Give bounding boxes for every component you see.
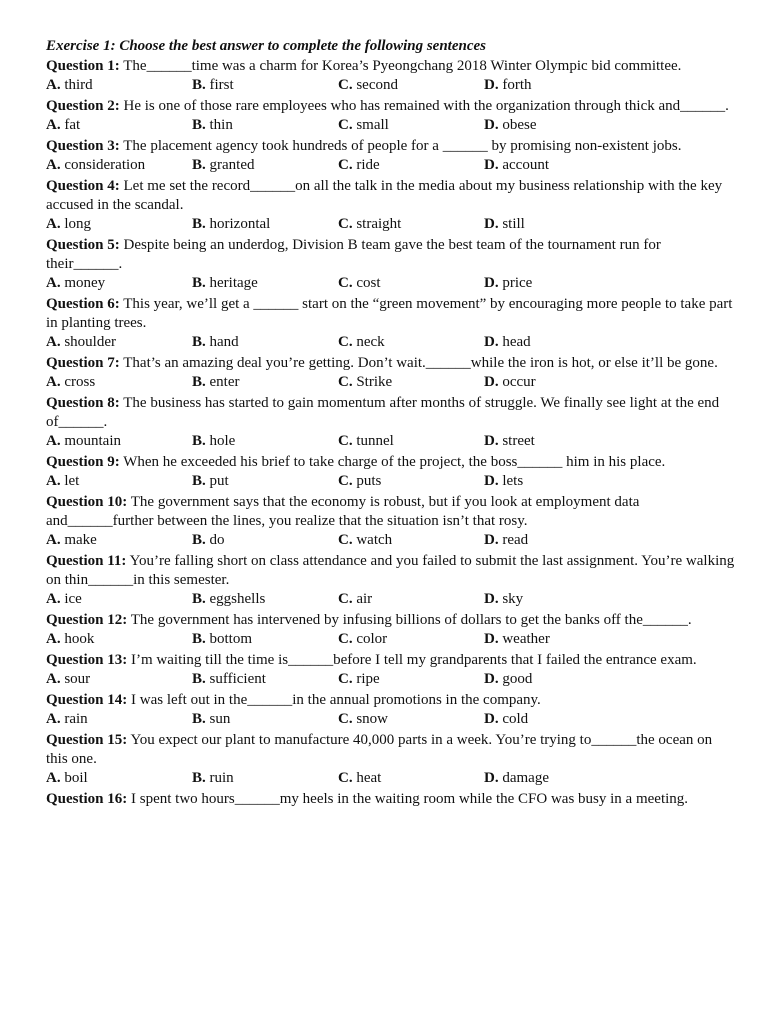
answer-option bbox=[484, 710, 630, 729]
option-text: third bbox=[64, 77, 93, 93]
option-letter: A. bbox=[46, 433, 61, 449]
question-13 bbox=[46, 651, 736, 689]
question-number: Question 2: bbox=[46, 98, 120, 114]
question-9 bbox=[46, 453, 736, 491]
option-letter: A. bbox=[46, 374, 61, 390]
option-text: watch bbox=[356, 532, 393, 548]
option-letter: C. bbox=[338, 77, 353, 93]
option-text: hook bbox=[64, 631, 95, 647]
answer-option bbox=[338, 333, 484, 352]
option-text: color bbox=[356, 631, 388, 647]
option-text: ripe bbox=[356, 671, 380, 687]
option-letter: A. bbox=[46, 473, 61, 489]
question-14 bbox=[46, 691, 736, 729]
option-text: price bbox=[502, 275, 533, 291]
answer-options bbox=[46, 274, 736, 293]
option-letter: D. bbox=[484, 157, 499, 173]
option-letter: B. bbox=[192, 157, 206, 173]
question-stem: The business has started to gain momentum after months of struggle. We finally see light at the end of______. bbox=[46, 395, 720, 430]
exercise-label: Exercise 1 bbox=[46, 38, 111, 54]
question-stem: Despite being an underdog, Division B team gave the best team of the tournament run for their______. bbox=[46, 237, 661, 272]
option-text: make bbox=[64, 532, 97, 548]
option-text: money bbox=[64, 275, 106, 291]
answer-options bbox=[46, 769, 736, 788]
option-text: consideration bbox=[64, 157, 146, 173]
option-letter: B. bbox=[192, 591, 206, 607]
question-number: Question 7: bbox=[46, 355, 120, 371]
question-12 bbox=[46, 611, 736, 649]
answer-option bbox=[46, 333, 192, 352]
option-letter: C. bbox=[338, 157, 353, 173]
answer-option bbox=[192, 630, 338, 649]
answer-option bbox=[192, 76, 338, 95]
answer-option bbox=[46, 769, 192, 788]
question-stem: Let me set the record______on all the talk in the media about my business relationship with the key accused in the scandal. bbox=[46, 178, 723, 213]
option-text: enter bbox=[209, 374, 240, 390]
answer-option bbox=[46, 215, 192, 234]
question-number: Question 8: bbox=[46, 395, 120, 411]
option-letter: C. bbox=[338, 591, 353, 607]
option-text: puts bbox=[356, 473, 382, 489]
answer-options bbox=[46, 630, 736, 649]
answer-options bbox=[46, 76, 736, 95]
answer-option bbox=[46, 710, 192, 729]
question-text bbox=[46, 691, 736, 710]
answer-options bbox=[46, 432, 736, 451]
answer-option bbox=[338, 76, 484, 95]
question-text bbox=[46, 236, 736, 274]
option-text: rain bbox=[64, 711, 88, 727]
question-5 bbox=[46, 236, 736, 293]
option-text: boil bbox=[64, 770, 88, 786]
option-letter: B. bbox=[192, 473, 206, 489]
question-11 bbox=[46, 552, 736, 609]
answer-options bbox=[46, 156, 736, 175]
answer-options bbox=[46, 373, 736, 392]
question-number: Question 5: bbox=[46, 237, 120, 253]
option-letter: A. bbox=[46, 631, 61, 647]
option-text: mountain bbox=[64, 433, 122, 449]
option-text: ride bbox=[356, 157, 380, 173]
answer-option bbox=[484, 116, 630, 135]
question-number: Question 1: bbox=[46, 58, 120, 74]
option-letter: D. bbox=[484, 711, 499, 727]
question-stem: The government has intervened by infusing billions of dollars to get the banks off the______. bbox=[127, 612, 692, 628]
answer-option bbox=[46, 670, 192, 689]
question-number: Question 10: bbox=[46, 494, 128, 510]
answer-options bbox=[46, 116, 736, 135]
option-text: street bbox=[502, 433, 535, 449]
option-text: damage bbox=[502, 770, 549, 786]
question-text bbox=[46, 493, 736, 531]
option-letter: C. bbox=[338, 770, 353, 786]
answer-option bbox=[46, 274, 192, 293]
answer-option bbox=[484, 630, 630, 649]
option-text: ice bbox=[64, 591, 82, 607]
answer-options bbox=[46, 590, 736, 609]
option-text: fat bbox=[64, 117, 81, 133]
option-letter: A. bbox=[46, 157, 61, 173]
option-letter: A. bbox=[46, 591, 61, 607]
question-text bbox=[46, 354, 736, 373]
answer-option bbox=[484, 373, 630, 392]
answer-option bbox=[484, 590, 630, 609]
option-letter: A. bbox=[46, 532, 61, 548]
option-letter: A. bbox=[46, 77, 61, 93]
question-stem: You’re falling short on class attendance and you failed to submit the last assignment. You’re walking on thin______in this semester. bbox=[46, 553, 735, 588]
question-text bbox=[46, 137, 736, 156]
question-stem: The government says that the economy is robust, but if you look at employment data and______further between the lines, you realize that the situation isn’t that rosy. bbox=[46, 494, 640, 529]
option-text: sun bbox=[209, 711, 231, 727]
question-number: Question 3: bbox=[46, 138, 120, 154]
answer-option bbox=[192, 215, 338, 234]
option-letter: C. bbox=[338, 433, 353, 449]
document-page bbox=[46, 37, 736, 809]
answer-option bbox=[338, 116, 484, 135]
option-letter: A. bbox=[46, 216, 61, 232]
answer-option bbox=[46, 156, 192, 175]
question-number: Question 9: bbox=[46, 454, 120, 470]
answer-option bbox=[46, 590, 192, 609]
question-2 bbox=[46, 97, 736, 135]
answer-option bbox=[192, 531, 338, 550]
option-text: long bbox=[64, 216, 92, 232]
question-4 bbox=[46, 177, 736, 234]
question-stem: This year, we’ll get a ______ start on the “green movement” by encouraging more people to take part in planting trees. bbox=[46, 296, 733, 331]
answer-option bbox=[484, 333, 630, 352]
question-6 bbox=[46, 295, 736, 352]
answer-option bbox=[192, 274, 338, 293]
answer-option bbox=[192, 670, 338, 689]
question-list bbox=[46, 57, 736, 809]
answer-option bbox=[484, 531, 630, 550]
option-text: obese bbox=[502, 117, 537, 133]
question-text bbox=[46, 552, 736, 590]
option-letter: C. bbox=[338, 117, 353, 133]
option-letter: C. bbox=[338, 334, 353, 350]
option-text: sky bbox=[502, 591, 524, 607]
option-text: put bbox=[209, 473, 229, 489]
answer-option bbox=[484, 472, 630, 491]
question-number: Question 6: bbox=[46, 296, 120, 312]
answer-options bbox=[46, 333, 736, 352]
question-stem: The placement agency took hundreds of people for a ______ by promising non-existent jobs. bbox=[119, 138, 682, 154]
option-text: head bbox=[502, 334, 531, 350]
option-letter: B. bbox=[192, 671, 206, 687]
option-text: straight bbox=[356, 216, 402, 232]
option-letter: D. bbox=[484, 473, 499, 489]
question-stem: He is one of those rare employees who has remained with the organization through thick and______. bbox=[119, 98, 729, 114]
answer-option bbox=[484, 670, 630, 689]
option-text: sufficient bbox=[209, 671, 266, 687]
answer-option bbox=[338, 710, 484, 729]
option-text: still bbox=[502, 216, 525, 232]
option-text: neck bbox=[356, 334, 385, 350]
answer-option bbox=[484, 432, 630, 451]
question-text bbox=[46, 611, 736, 630]
question-stem: I was left out in the______in the annual promotions in the company. bbox=[127, 692, 541, 708]
option-text: good bbox=[502, 671, 533, 687]
option-text: ruin bbox=[209, 770, 234, 786]
question-3 bbox=[46, 137, 736, 175]
question-number: Question 14: bbox=[46, 692, 128, 708]
answer-option bbox=[192, 432, 338, 451]
question-number: Question 11: bbox=[46, 553, 127, 569]
answer-option bbox=[192, 472, 338, 491]
option-text: heat bbox=[356, 770, 382, 786]
answer-option bbox=[338, 630, 484, 649]
option-letter: B. bbox=[192, 433, 206, 449]
option-text: let bbox=[64, 473, 80, 489]
option-letter: D. bbox=[484, 671, 499, 687]
exercise-instruction: : Choose the best answer to complete the following sentences bbox=[110, 38, 486, 54]
question-15 bbox=[46, 731, 736, 788]
question-text bbox=[46, 651, 736, 670]
option-letter: C. bbox=[338, 216, 353, 232]
option-letter: A. bbox=[46, 275, 61, 291]
question-text bbox=[46, 177, 736, 215]
question-stem: I’m waiting till the time is______before I tell my grandparents that I failed the entrance exam. bbox=[127, 652, 697, 668]
answer-option bbox=[338, 531, 484, 550]
option-text: read bbox=[502, 532, 529, 548]
option-text: account bbox=[502, 157, 549, 173]
option-text: thin bbox=[209, 117, 233, 133]
option-letter: D. bbox=[484, 770, 499, 786]
option-text: Strike bbox=[356, 374, 393, 390]
option-letter: D. bbox=[484, 216, 499, 232]
exercise-title bbox=[46, 37, 736, 56]
answer-options bbox=[46, 472, 736, 491]
answer-option bbox=[192, 156, 338, 175]
question-text bbox=[46, 731, 736, 769]
answer-option bbox=[338, 472, 484, 491]
option-text: eggshells bbox=[209, 591, 266, 607]
question-stem: I spent two hours______my heels in the waiting room while the CFO was busy in a meeting. bbox=[127, 791, 689, 807]
option-text: bottom bbox=[209, 631, 253, 647]
answer-option bbox=[338, 769, 484, 788]
option-letter: C. bbox=[338, 671, 353, 687]
option-text: cold bbox=[502, 711, 529, 727]
question-text bbox=[46, 97, 736, 116]
option-letter: B. bbox=[192, 334, 206, 350]
option-letter: D. bbox=[484, 631, 499, 647]
option-text: air bbox=[356, 591, 373, 607]
answer-option bbox=[46, 630, 192, 649]
option-text: weather bbox=[502, 631, 550, 647]
answer-option bbox=[46, 116, 192, 135]
option-text: granted bbox=[209, 157, 255, 173]
option-letter: A. bbox=[46, 770, 61, 786]
answer-option bbox=[46, 472, 192, 491]
answer-option bbox=[484, 769, 630, 788]
answer-option bbox=[192, 769, 338, 788]
option-text: snow bbox=[356, 711, 389, 727]
option-text: second bbox=[356, 77, 398, 93]
option-letter: B. bbox=[192, 374, 206, 390]
option-text: do bbox=[209, 532, 225, 548]
option-letter: C. bbox=[338, 532, 353, 548]
question-text bbox=[46, 453, 736, 472]
question-text bbox=[46, 57, 736, 76]
answer-option bbox=[192, 116, 338, 135]
answer-option bbox=[338, 156, 484, 175]
option-text: cost bbox=[356, 275, 381, 291]
option-letter: A. bbox=[46, 117, 61, 133]
option-text: hand bbox=[209, 334, 239, 350]
question-number: Question 13: bbox=[46, 652, 128, 668]
option-text: cross bbox=[64, 374, 96, 390]
answer-option bbox=[46, 373, 192, 392]
answer-option bbox=[46, 76, 192, 95]
option-text: sour bbox=[64, 671, 91, 687]
option-letter: D. bbox=[484, 275, 499, 291]
option-letter: B. bbox=[192, 770, 206, 786]
answer-option bbox=[338, 373, 484, 392]
question-text bbox=[46, 790, 736, 809]
answer-option bbox=[484, 76, 630, 95]
answer-option bbox=[338, 274, 484, 293]
option-text: tunnel bbox=[356, 433, 394, 449]
option-letter: C. bbox=[338, 275, 353, 291]
option-text: horizontal bbox=[209, 216, 271, 232]
answer-option bbox=[192, 590, 338, 609]
answer-option bbox=[338, 432, 484, 451]
answer-option bbox=[484, 215, 630, 234]
option-text: lets bbox=[502, 473, 524, 489]
option-text: occur bbox=[502, 374, 536, 390]
question-stem: That’s an amazing deal you’re getting. Don’t wait.______while the iron is hot, or else it’ll be gone. bbox=[119, 355, 718, 371]
question-number: Question 12: bbox=[46, 612, 128, 628]
answer-option bbox=[338, 590, 484, 609]
option-letter: A. bbox=[46, 334, 61, 350]
answer-options bbox=[46, 215, 736, 234]
option-text: forth bbox=[502, 77, 532, 93]
option-letter: D. bbox=[484, 532, 499, 548]
question-8 bbox=[46, 394, 736, 451]
option-letter: C. bbox=[338, 473, 353, 489]
question-stem: You expect our plant to manufacture 40,000 parts in a week. You’re trying to______the ocean on this one. bbox=[46, 732, 713, 767]
option-letter: B. bbox=[192, 532, 206, 548]
option-letter: B. bbox=[192, 275, 206, 291]
option-letter: D. bbox=[484, 77, 499, 93]
option-letter: D. bbox=[484, 374, 499, 390]
option-letter: B. bbox=[192, 631, 206, 647]
option-letter: B. bbox=[192, 77, 206, 93]
option-letter: D. bbox=[484, 117, 499, 133]
question-text bbox=[46, 394, 736, 432]
option-letter: B. bbox=[192, 117, 206, 133]
option-letter: D. bbox=[484, 334, 499, 350]
answer-option bbox=[192, 333, 338, 352]
question-stem: The______time was a charm for Korea’s Pyeongchang 2018 Winter Olympic bid committee. bbox=[119, 58, 682, 74]
option-text: first bbox=[209, 77, 234, 93]
question-number: Question 16: bbox=[46, 791, 128, 807]
question-7 bbox=[46, 354, 736, 392]
question-number: Question 4: bbox=[46, 178, 120, 194]
question-1 bbox=[46, 57, 736, 95]
option-text: heritage bbox=[209, 275, 258, 291]
option-letter: A. bbox=[46, 711, 61, 727]
answer-option bbox=[46, 531, 192, 550]
answer-option bbox=[484, 156, 630, 175]
answer-option bbox=[192, 710, 338, 729]
answer-option bbox=[46, 432, 192, 451]
question-16 bbox=[46, 790, 736, 809]
option-letter: D. bbox=[484, 433, 499, 449]
option-letter: C. bbox=[338, 631, 353, 647]
question-number: Question 15: bbox=[46, 732, 128, 748]
answer-option bbox=[484, 274, 630, 293]
option-text: small bbox=[356, 117, 389, 133]
option-letter: B. bbox=[192, 216, 206, 232]
option-letter: D. bbox=[484, 591, 499, 607]
option-letter: C. bbox=[338, 374, 353, 390]
question-text bbox=[46, 295, 736, 333]
question-10 bbox=[46, 493, 736, 550]
answer-option bbox=[338, 215, 484, 234]
answer-option bbox=[338, 670, 484, 689]
answer-options bbox=[46, 531, 736, 550]
answer-option bbox=[192, 373, 338, 392]
answer-options bbox=[46, 710, 736, 729]
answer-options bbox=[46, 670, 736, 689]
option-letter: B. bbox=[192, 711, 206, 727]
option-text: hole bbox=[209, 433, 236, 449]
option-letter: C. bbox=[338, 711, 353, 727]
question-stem: When he exceeded his brief to take charge of the project, the boss______ him in his place. bbox=[119, 454, 666, 470]
option-letter: A. bbox=[46, 671, 61, 687]
option-text: shoulder bbox=[64, 334, 117, 350]
